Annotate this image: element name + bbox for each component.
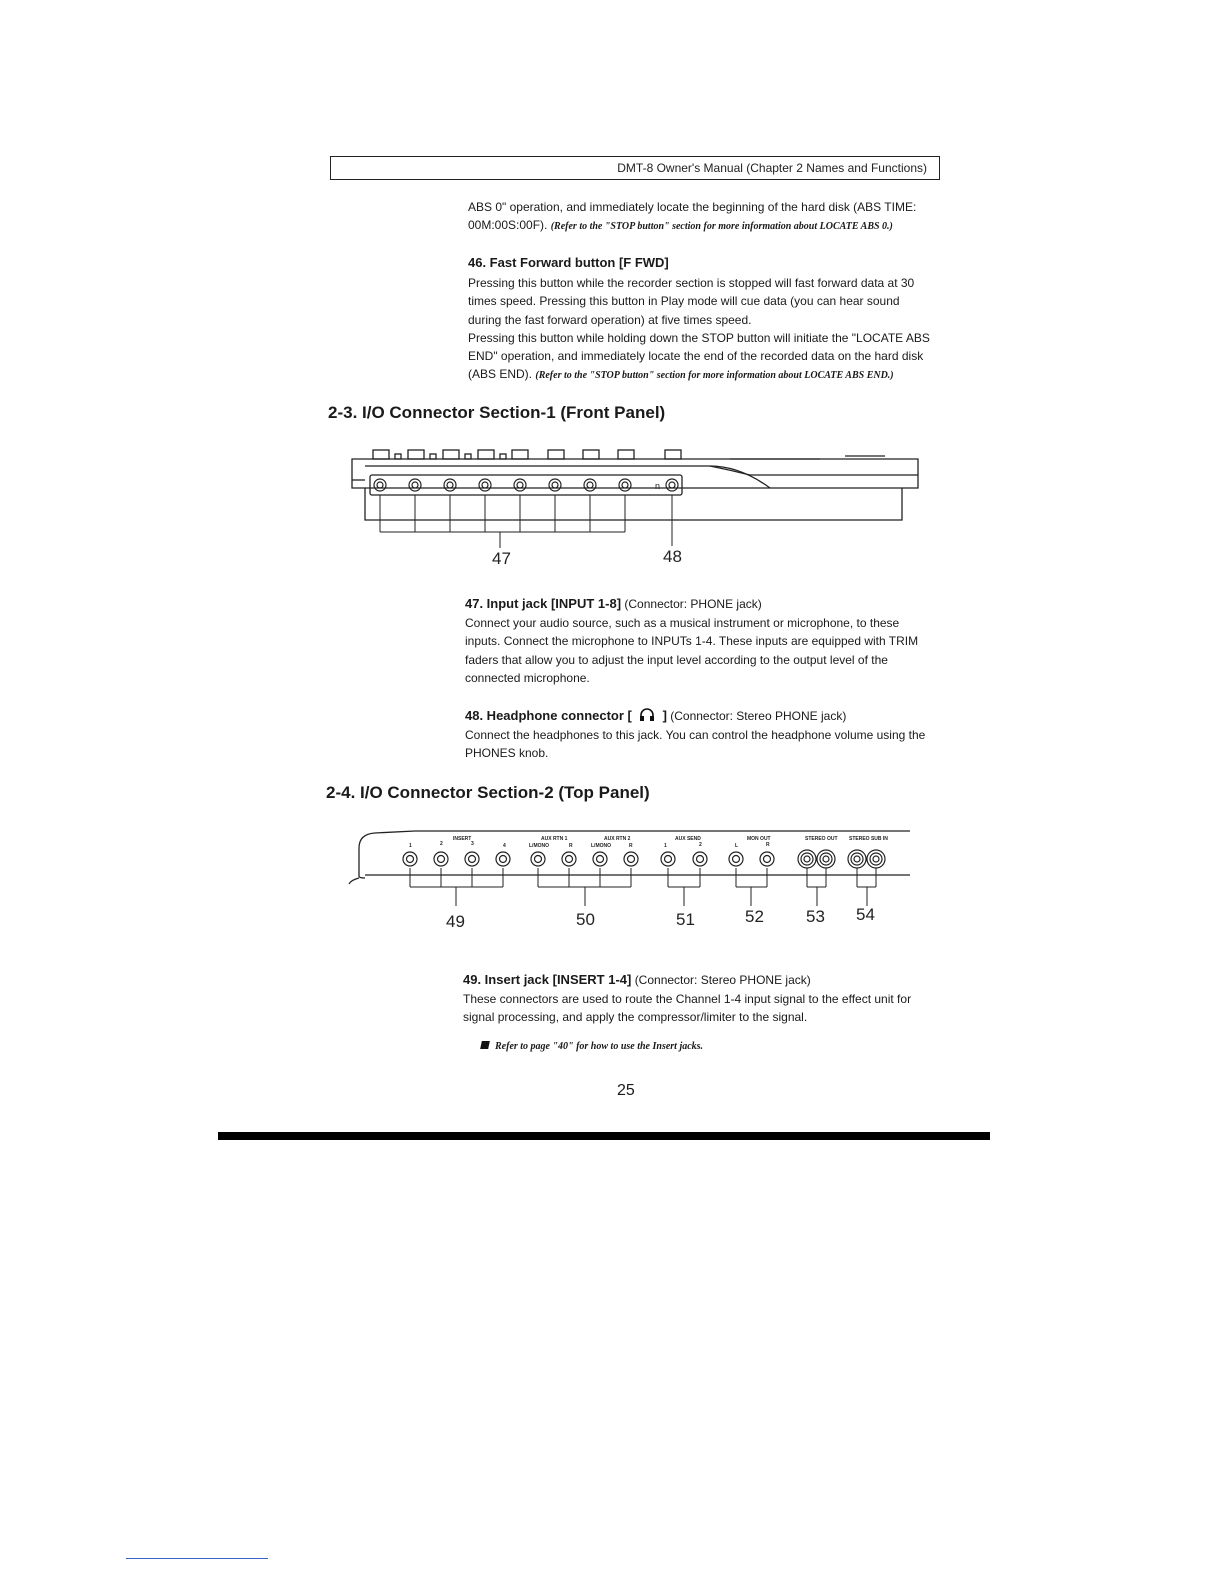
item-49-note: (Connector: Stereo PHONE jack) [634, 973, 811, 987]
item-46-title: 46. Fast Forward button [F FWD] [468, 255, 669, 270]
item-47-line-2: inputs. Connect the microphone to INPUTs 1-4. These inputs are equipped with TRIM [465, 634, 919, 649]
section-2-3-title: 2-3. I/O Connector Section-1 (Front Panel) [328, 403, 666, 422]
label-l-mono-1: L/MONO [529, 843, 549, 849]
label-stereo-sub-in: STEREO SUB IN [849, 836, 888, 842]
label-aux-send: AUX SEND [675, 836, 701, 842]
item-46-ref: (Refer to the "STOP button" section for more information about LOCATE ABS END.) [535, 370, 894, 382]
page-number: 25 [617, 1082, 635, 1099]
item-48-title-suffix: ] [662, 708, 667, 723]
item-48-line-2: PHONES knob. [465, 746, 549, 761]
item-47-line-1: Connect your audio source, such as a musical instrument or microphone, to these [465, 616, 900, 631]
item-47-title: 47. Input jack [INPUT 1-8] [465, 596, 622, 611]
item-49-ref: Refer to page "40" for how to use the Insert jacks. [495, 1041, 704, 1052]
item-46-line-5: END" operation, and immediately locate the end of the recorded data on the hard disk [468, 349, 924, 364]
item-46-line-1: Pressing this button while the recorder section is stopped will fast forward data at 30 [468, 276, 915, 291]
item-47-line-4: connected microphone. [465, 670, 590, 685]
item-46-line-2: times speed. Pressing this button in Play mode will cue data (you can hear sound [468, 294, 900, 309]
label-stereo-out: STEREO OUT [805, 836, 838, 842]
section-2-4-title: 2-4. I/O Connector Section-2 (Top Panel) [326, 783, 650, 802]
item-49 [463, 971, 948, 1027]
bullet-icon [480, 1041, 490, 1049]
bottom-rule [218, 1132, 990, 1140]
label-ch-4: 4 [503, 843, 506, 849]
intro-line-2-text: 00M:00S:00F). [468, 218, 548, 233]
item-48-heading [465, 707, 945, 725]
label-aux-rtn-1: AUX RTN 1 [541, 836, 568, 842]
label-mon-r: R [766, 842, 770, 848]
callout-51: 51 [676, 910, 695, 929]
svg-text:n: n [655, 481, 661, 491]
item-49-ref-note [481, 1036, 703, 1054]
item-46-line-3: during the fast forward operation) at five times speed. [468, 312, 752, 327]
footnote-rule [126, 1558, 268, 1559]
running-header [330, 156, 940, 180]
item-46-line-4: Pressing this button while holding down the STOP button will initiate the "LOCATE ABS [468, 330, 930, 345]
item-47-line-3: faders that allow you to adjust the input level according to the output level of the [465, 652, 888, 667]
top-panel-illustration [345, 826, 915, 906]
item-47 [465, 595, 945, 687]
item-48-line-1: Connect the headphones to this jack. You can control the headphone volume using the [465, 728, 926, 743]
front-panel-illustration [340, 440, 930, 580]
label-l-mono-2: L/MONO [591, 843, 611, 849]
callout-54: 54 [856, 905, 875, 924]
label-r-1: R [569, 843, 573, 849]
item-49-line-1: These connectors are used to route the Channel 1-4 input signal to the effect unit for [463, 992, 912, 1007]
item-47-heading [465, 595, 945, 613]
item-49-heading [463, 971, 948, 989]
callout-49: 49 [446, 912, 465, 931]
label-ch-3: 3 [471, 841, 474, 847]
item-49-line-2: signal processing, and apply the compressor/limiter to the signal. [463, 1010, 808, 1025]
label-send-2: 2 [699, 842, 702, 848]
item-46-last-line: (ABS END). [468, 367, 533, 382]
item-48 [465, 707, 945, 763]
intro-line-1: ABS 0" operation, and immediately locate the beginning of the hard disk (ABS TIME: [468, 200, 917, 214]
label-aux-rtn-2: AUX RTN 2 [604, 836, 631, 842]
item-48-note: (Connector: Stereo PHONE jack) [670, 709, 847, 723]
callout-50: 50 [576, 910, 595, 929]
item-47-note: (Connector: PHONE jack) [624, 597, 762, 611]
callout-53: 53 [806, 907, 825, 926]
callout-47: 47 [492, 549, 511, 568]
intro-ref: (Refer to the "STOP button" section for more information about LOCATE ABS 0.) [550, 221, 893, 233]
header-title: DMT-8 Owner's Manual (Chapter 2 Names and Functions) [617, 161, 927, 175]
label-mon-l: L [735, 843, 739, 849]
label-insert: INSERT [453, 836, 472, 842]
label-ch-1: 1 [409, 843, 412, 849]
intro-line-2 [468, 216, 948, 236]
intro-paragraph [468, 198, 948, 236]
callout-48: 48 [663, 547, 682, 566]
item-48-title-prefix: 48. Headphone connector [ [465, 708, 632, 723]
callout-52: 52 [745, 907, 764, 926]
item-49-title: 49. Insert jack [INSERT 1-4] [463, 972, 632, 987]
item-46 [468, 254, 948, 385]
label-ch-2: 2 [440, 841, 443, 847]
label-mon-out: MON OUT [747, 836, 771, 842]
label-send-1: 1 [664, 843, 667, 849]
label-r-2: R [629, 843, 633, 849]
headphones-icon [639, 708, 655, 722]
item-46-line-6 [468, 365, 948, 385]
